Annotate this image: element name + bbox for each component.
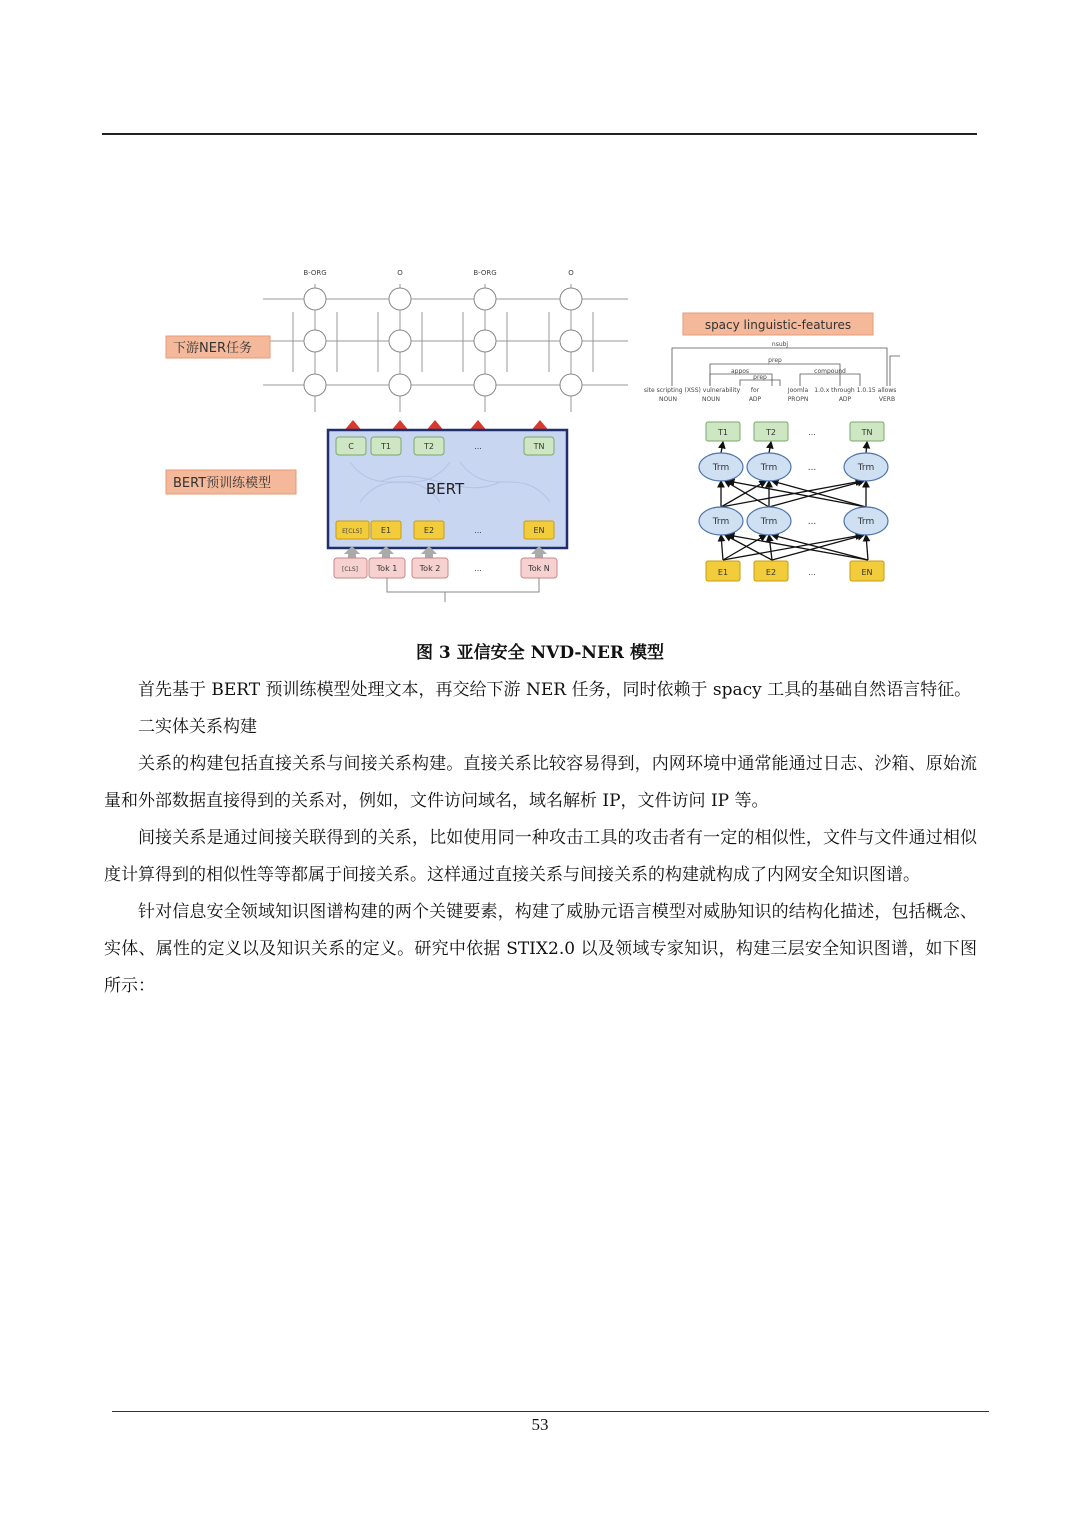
token-2: Tok 2 (419, 564, 441, 573)
header-rule (102, 133, 977, 135)
trm-top-n: Trm (857, 463, 875, 473)
trm-bottom-2: Trm (760, 517, 778, 527)
figure-svg (160, 262, 900, 607)
token-1: Tok 1 (376, 564, 398, 573)
bert-pretrain-label: BERT预训练模型 (173, 476, 272, 491)
ner-label-2: O (397, 269, 403, 277)
paragraph-3: 间接关系是通过间接关联得到的关系，比如使用同一种攻击工具的攻击者有一定的相似性，文件与文件通过相似度计算得到的相似性等等都属于间接关系。这样通过直接关系与间接关系的构建就构成了内网安全知识图谱。 (104, 828, 977, 885)
page-number: 53 (531, 1415, 549, 1434)
trm-out-t1: T1 (718, 428, 728, 437)
trm-arrows (721, 442, 868, 560)
trm-emb-en: EN (861, 568, 873, 577)
ner-task-label: 下游NER任务 (173, 341, 252, 356)
word-4: 1.0.x through 1.0.15 (814, 387, 876, 394)
nvd-ner-model-figure (160, 262, 900, 607)
arc-prep-2: prep (753, 374, 767, 381)
bert-emb-dots: ... (474, 526, 482, 535)
trm-bottom-dots: ... (807, 517, 817, 527)
arc-appos: appos (730, 368, 750, 375)
paragraph-1: 首先基于 BERT 预训练模型处理文本，再交给下游 NER 任务，同时依赖于 spacy 工具的基础自然语言特征。 (138, 680, 972, 700)
trm-out-t2: T2 (766, 428, 776, 437)
spacy-arcs (672, 348, 900, 386)
trm-emb-e2: E2 (765, 568, 777, 577)
trm-embeddings (706, 561, 884, 581)
pos-6: VERB (878, 396, 896, 403)
arc-prep-1: prep (768, 357, 782, 364)
paragraph-4: 针对信息安全领域知识图谱构建的两个关键要素，构建了威胁元语言模型对威胁知识的结构化描述，包括概念、实体、属性的定义以及知识关系的定义。研究中依据 STIX2.0 以及领域专家知识，构建三层安全知识图谱，如下图所示： (104, 902, 977, 996)
trm-out-tn: TN (861, 428, 873, 437)
footer-rule (112, 1411, 989, 1412)
pos-2: NOUN (701, 396, 721, 403)
bert-out-t2: T2 (424, 442, 434, 451)
trm-top-1: Trm (712, 463, 730, 473)
pos-3: ADP (748, 396, 762, 403)
body-text (104, 672, 977, 1005)
bert-tokens (334, 558, 557, 578)
bert-title: BERT (425, 480, 465, 498)
ner-label-1: B-ORG (303, 269, 327, 277)
arc-nsubj: nsubj (771, 341, 789, 348)
pos-4: PROPN (787, 396, 809, 403)
word-3: Joomla (787, 387, 809, 394)
pos-5: ADP (838, 396, 852, 403)
token-n: Tok N (528, 564, 550, 573)
bert-emb-cls: E[CLS] (342, 528, 362, 535)
trm-top-2: Trm (760, 463, 778, 473)
ner-label-3: B-ORG (473, 269, 497, 277)
section-heading: 二实体关系构建 (138, 717, 257, 737)
trm-emb-dots: ... (808, 568, 816, 577)
token-cls: [CLS] (341, 566, 359, 573)
bert-out-t1: T1 (381, 442, 391, 451)
bert-out-c: C (348, 442, 354, 451)
ner-nodes (304, 288, 582, 396)
word-5: allows (877, 387, 897, 394)
word-1: site scripting (XSS) vulnerability (643, 387, 741, 394)
ner-label-4: O (568, 269, 574, 277)
trm-out-dots: ... (808, 428, 816, 437)
bert-emb-e1: E1 (380, 526, 392, 535)
spacy-label: spacy linguistic-features (704, 318, 852, 332)
trm-outputs (706, 422, 884, 441)
pos-1: NOUN (658, 396, 678, 403)
trm-top-dots: ... (807, 463, 817, 473)
bert-out-tn: TN (533, 442, 545, 451)
word-2: for (750, 387, 760, 394)
trm-bottom-1: Trm (712, 517, 730, 527)
bert-emb-e2: E2 (423, 526, 435, 535)
figure-caption: 图 3 亚信安全 NVD-NER 模型 (416, 643, 664, 663)
paragraph-2: 关系的构建包括直接关系与间接关系构建。直接关系比较容易得到，内网环境中通常能通过日志、沙箱、原始流量和外部数据直接得到的关系对，例如，文件访问域名，域名解析 IP，文件访问 IP 等。 (104, 754, 977, 811)
token-bracket (387, 578, 539, 602)
token-dots: ... (474, 564, 482, 573)
arc-compound: compound (814, 368, 846, 375)
bert-out-dots: ... (474, 442, 482, 451)
trm-emb-e1: E1 (717, 568, 729, 577)
bert-emb-en: EN (533, 526, 545, 535)
trm-bottom-n: Trm (857, 517, 875, 527)
